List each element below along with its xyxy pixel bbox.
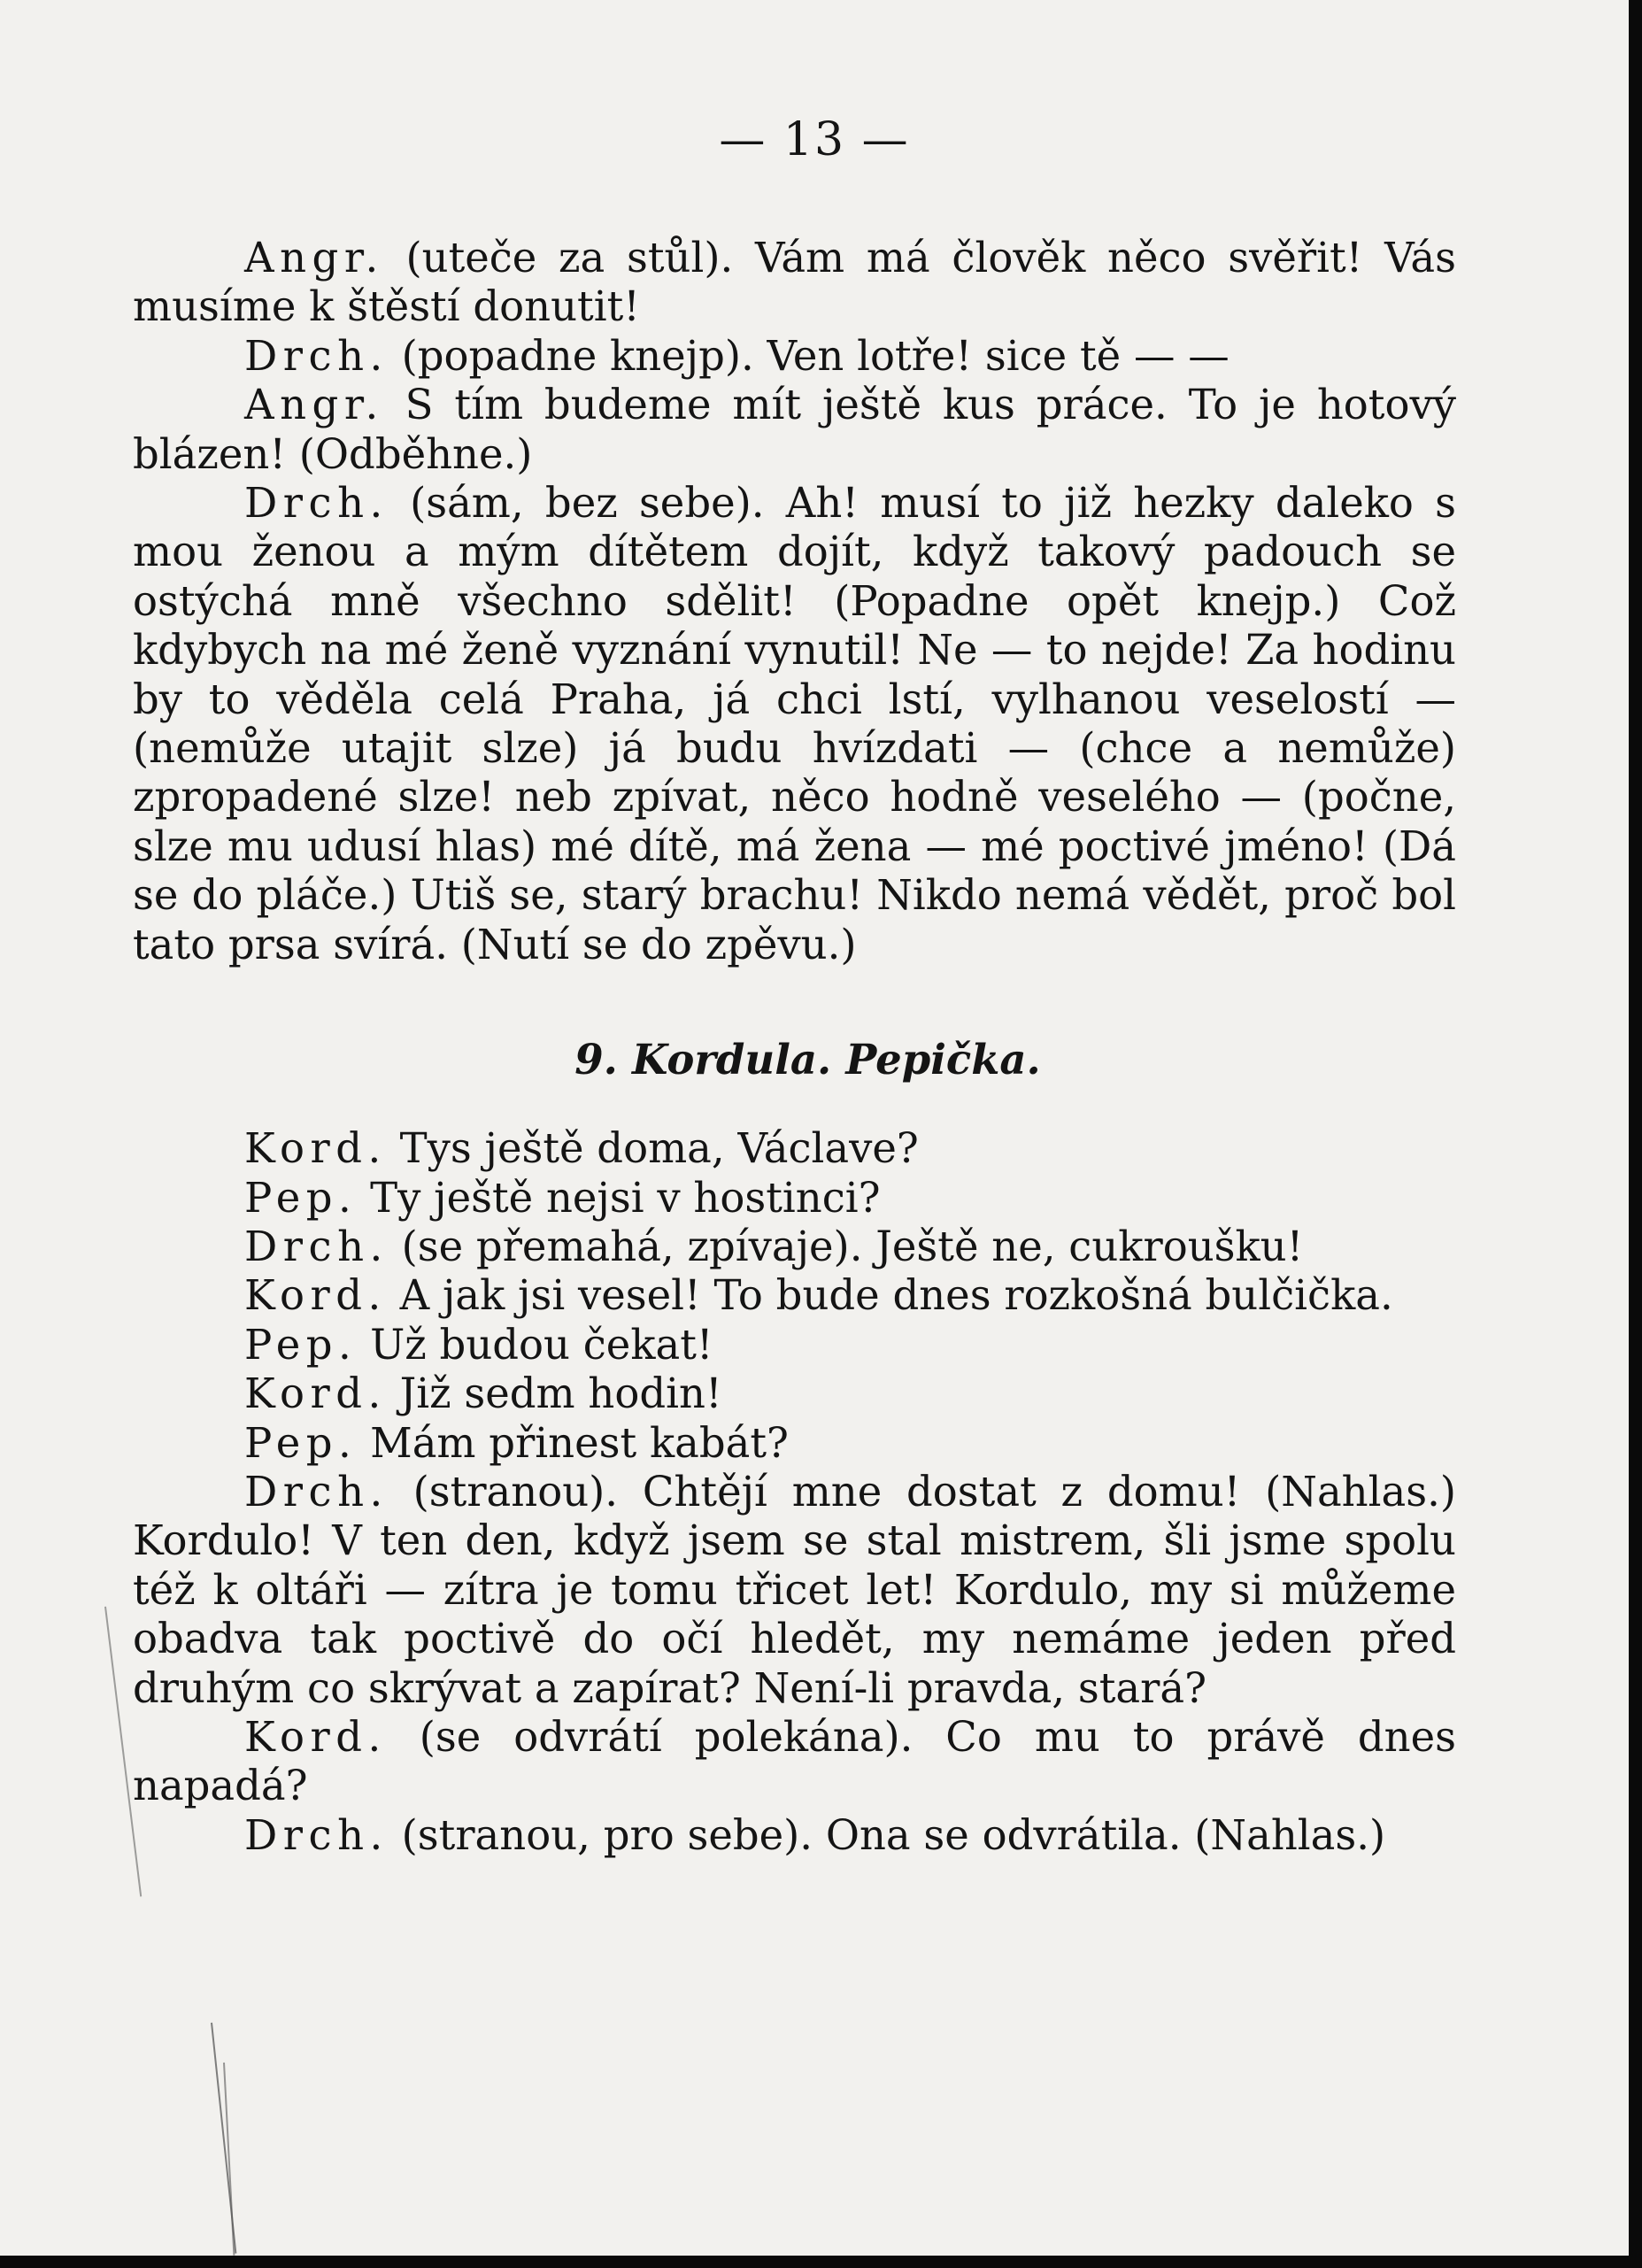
dialogue-line [133,1369,1456,1418]
speaker-name: Kord. [244,1271,387,1320]
dialogue-line [133,1811,1456,1860]
speaker-name: Pep. [244,1418,358,1467]
speaker-name: Kord. [244,1124,387,1173]
dialogue-line [133,1419,1456,1468]
dialogue-line [133,479,1456,969]
dialogue-line [133,1271,1456,1320]
dialogue-line [133,234,1456,332]
dialogue-line [133,1468,1456,1713]
page-number: — 13 — [719,113,910,166]
dialogue-line [133,332,1456,381]
dialogue-text: (stranou). Chtějí mne dostat z domu! (Nahlas.) Kordulo! V ten den, když jsem se stal mistrem, šli jsme spolu též k oltáři — zítra je tomu třicet let! Kordulo, my si můžeme obadva tak poctivě do očí hledět, my nemáme jeden před druhým co skrývat a zapírat? Není-li pravda, stará? [133,1467,1456,1712]
dialogue-line [133,1174,1456,1223]
dialogue-text: Ty ještě nejsi v hostinci? [357,1173,881,1222]
speaker-name: Angr. [244,381,384,429]
dialogue-text: (popadne knejp). Ven lotře! sice tě — — [388,331,1230,380]
dialogue-text: Mám přinest kabát? [357,1418,789,1467]
dialogue-text: S tím budeme mít ještě kus práce. To je hotový blázen! (Odběhne.) [133,381,1456,478]
dialogue-text: (uteče za stůl). Vám má člověk něco svěřit! Vás musíme k štěstí donutit! [133,234,1456,331]
speaker-name: Pep. [244,1320,358,1369]
speaker-name: Kord. [244,1712,387,1761]
dialogue-text: (se přemahá, zpívaje). Ještě ne, cukroušku! [388,1222,1304,1270]
dialogue-text: Už budou čekat! [357,1320,713,1369]
page-text [133,234,1456,1860]
scan-border-bottom [0,2256,1642,2268]
dialogue-line [133,381,1456,479]
dialogue-line [133,1713,1456,1811]
dialogue-text: A jak jsi vesel! To bude dnes rozkošná bulčička. [386,1271,1393,1320]
speaker-name: Pep. [244,1173,358,1222]
speaker-name: Drch. [244,1222,389,1270]
scene-heading: 9. Kordula. Pepička. [574,1035,1041,1084]
speaker-name: Drch. [244,331,389,380]
scan-border-right [1629,0,1642,2268]
dialogue-text: Tys ještě doma, Václave? [386,1124,919,1173]
speaker-name: Angr. [244,234,384,282]
dialogue-text: Již sedm hodin! [386,1369,722,1418]
dialogue-text: (stranou, pro sebe). Ona se odvrátila. (Nahlas.) [388,1810,1386,1859]
dialogue-line [133,1321,1456,1369]
speaker-name: Kord. [244,1369,387,1418]
speaker-name: Drch. [244,479,389,528]
dialogue-line [133,1223,1456,1271]
dialogue-text: (se odvrátí polekána). Co mu to právě dnes napadá? [133,1712,1456,1810]
speaker-name: Drch. [244,1810,389,1859]
speaker-name: Drch. [244,1467,389,1516]
dialogue-line [133,1124,1456,1173]
dialogue-text: (sám, bez sebe). Ah! musí to již hezky daleko s mou ženou a mým dítětem dojít, když takový padouch se ostýchá mně všechno sdělit! (Popadne opět knejp.) Což kdybych na mé ženě vyznání vynutil! Ne — to nejde! Za hodinu by to věděla celá Praha, já chci lstí, vylhanou veselostí — (nemůže utajit slze) já budu hvízdati — (chce a nemůže) zpropadené slze! neb zpívat, něco hodně veselého — (počne, slze mu udusí hlas) mé dítě, má žena — mé poctivé jméno! (Dá se do pláče.) Utiš se, starý brachu! Nikdo nemá vědět, proč bol tato prsa svírá. (Nutí se do zpěvu.) [133,479,1456,968]
